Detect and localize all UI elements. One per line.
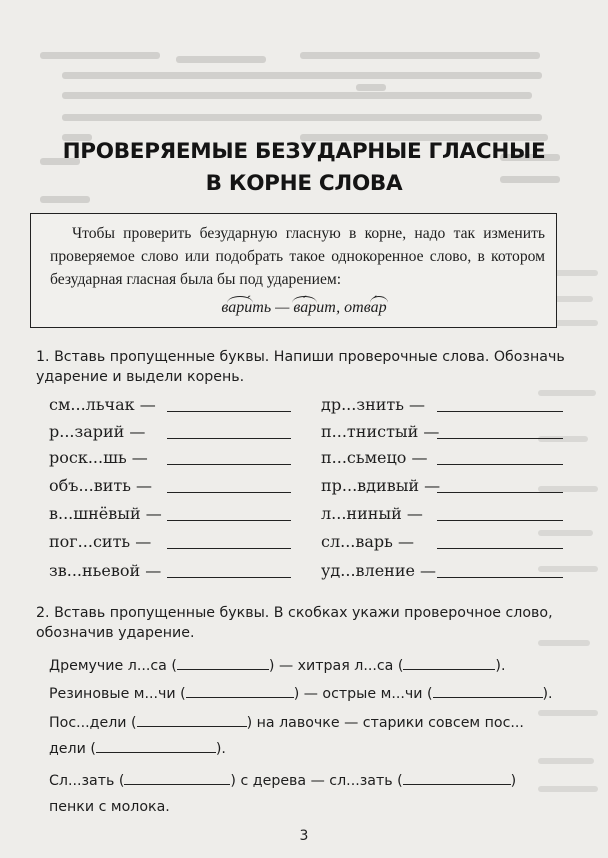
word-row — [49, 422, 569, 442]
word-row — [49, 395, 569, 415]
task-1-number: 1. — [36, 349, 50, 365]
task-1-instruction — [36, 347, 566, 387]
word-right: пр...вдивый — — [321, 476, 441, 495]
sentence-4: Сл...зать ( ) с дерева — сл...зать ( ) — [49, 770, 569, 791]
answer-blank[interactable] — [403, 655, 495, 670]
answer-blank[interactable] — [96, 738, 216, 753]
answer-blank[interactable] — [167, 397, 291, 412]
answer-blank[interactable] — [186, 683, 294, 698]
word-right: л...ниный — — [321, 504, 423, 523]
answer-blank[interactable] — [437, 397, 563, 412]
word-row — [49, 561, 569, 581]
page-title-line-1: ПРОВЕРЯЕМЫЕ БЕЗУДАРНЫЕ ГЛАСНЫЕ — [62, 139, 546, 164]
word-row — [49, 476, 569, 496]
rule-paragraph: Чтобы проверить безударную гласную в корне, надо так изменить проверяемое слово или подобрать такое однокоренное слово, в котором безударная гласная была бы под ударением: — [50, 225, 545, 288]
rule-examples — [0, 296, 608, 320]
sentence-4-continued: пенки с молока. — [49, 799, 170, 815]
answer-blank[interactable] — [167, 450, 291, 465]
sentence-3: Пос...дели ( ) на лавочке — старики совсем пос... — [49, 712, 569, 733]
example-word-1: вари ´ть — [221, 299, 271, 316]
answer-blank[interactable] — [437, 450, 563, 465]
answer-blank[interactable] — [167, 534, 291, 549]
answer-blank[interactable] — [433, 683, 543, 698]
word-right: п...сьмецо — — [321, 448, 428, 467]
word-right: др...знить — — [321, 395, 426, 414]
word-right: уд...вление — — [321, 561, 437, 580]
word-left: объ...вить — — [49, 476, 153, 495]
answer-blank[interactable] — [167, 424, 291, 439]
answer-blank[interactable] — [437, 424, 563, 439]
task-2-number: 2. — [36, 605, 50, 621]
word-right: сл...варь — — [321, 532, 414, 551]
word-right: п...тнистый — — [321, 422, 440, 441]
word-left: роск...шь — — [49, 448, 148, 467]
word-row — [49, 532, 569, 552]
answer-blank[interactable] — [124, 770, 230, 785]
task-2-instruction — [36, 603, 566, 643]
word-left: пог...сить — — [49, 532, 152, 551]
answer-blank[interactable] — [437, 563, 563, 578]
word-left: см...льчак — — [49, 395, 156, 414]
root-mark: ва ´р — [293, 296, 316, 320]
answer-blank[interactable] — [437, 534, 563, 549]
task-2-text: Вставь пропущенные буквы. В скобках укажи проверочное слово, обозначив ударение. — [36, 605, 553, 641]
answer-blank[interactable] — [137, 712, 247, 727]
root-mark: а ´р — [371, 296, 387, 320]
answer-blank[interactable] — [167, 563, 291, 578]
example-word-2: ва ´рит, отва ´р — [293, 299, 386, 316]
rule-text — [50, 222, 545, 291]
answer-blank[interactable] — [167, 506, 291, 521]
word-row — [49, 448, 569, 468]
word-left: р...зарий — — [49, 422, 146, 441]
sentence-1: Дремучие л...са ( ) — хитрая л...са ( ). — [49, 655, 569, 676]
answer-blank[interactable] — [177, 655, 269, 670]
page-number: 3 — [299, 828, 309, 844]
example-dash: — — [271, 299, 294, 316]
word-left: в...шнёвый — — [49, 504, 162, 523]
page-title — [0, 136, 608, 200]
page-title-line-2: В КОРНЕ СЛОВА — [205, 171, 403, 196]
answer-blank[interactable] — [167, 478, 291, 493]
sentence-3-continued: дели ( ). — [49, 738, 569, 759]
answer-blank[interactable] — [437, 478, 563, 493]
word-left: зв...ньевой — — [49, 561, 162, 580]
sentence-2: Резиновые м...чи ( ) — острые м...чи ( ). — [49, 683, 569, 704]
root-mark: ари ´ — [228, 296, 252, 320]
task-1-text: Вставь пропущенные буквы. Напиши проверочные слова. Обозначь ударение и выдели корень. — [36, 349, 565, 385]
word-row — [49, 504, 569, 524]
answer-blank[interactable] — [437, 506, 563, 521]
answer-blank[interactable] — [403, 770, 511, 785]
